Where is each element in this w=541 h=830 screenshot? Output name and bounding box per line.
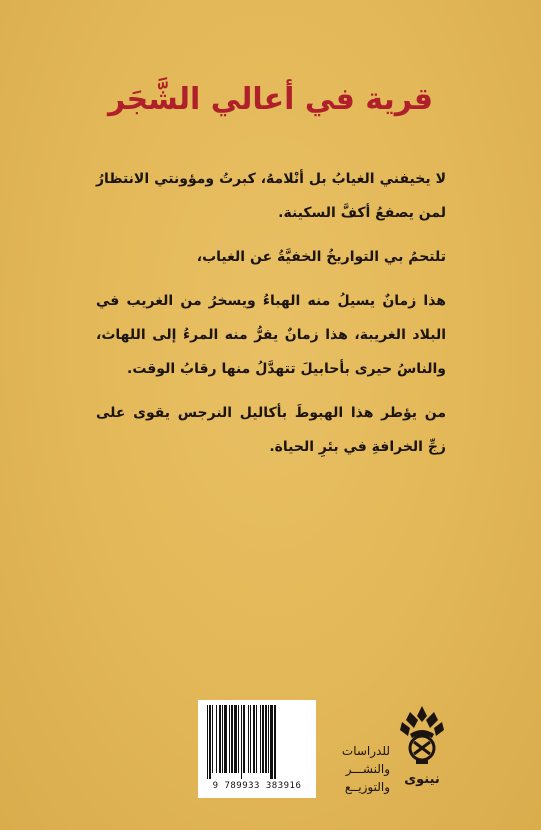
isbn-barcode (198, 700, 316, 798)
publisher-line: للدراسات (341, 744, 390, 758)
barcode-bar (241, 705, 242, 779)
barcode-bar (238, 705, 239, 773)
blurb-paragraph: تلتحمُ بي التواريخُ الخفيَّةُ عن الغياب، (196, 249, 446, 265)
barcode-bar (231, 705, 233, 773)
barcode-bar (250, 705, 251, 773)
barcode-bar (243, 705, 245, 773)
barcode-bar (212, 705, 213, 773)
barcode-bar (234, 705, 237, 773)
barcode-bar (260, 705, 261, 773)
barcode-bar (270, 705, 273, 779)
barcode-bar (265, 705, 267, 773)
barcode-bar (248, 705, 249, 773)
barcode-bar (256, 705, 257, 773)
barcode-bar (224, 705, 227, 773)
isbn-number: 9 789933 383916 (212, 781, 302, 791)
publisher-tagline (332, 742, 390, 796)
blurb-paragraph: هذا زمانٌ يسيلُ منه الهباءُ ويسخرُ من الغريب في البلاد الغريبة، هذا زمانٌ يفرُّ منه المرءُ إلى اللهاث، والناسُ حيرى بأحابيلَ تتهدَّلُ منها رقابُ الوقت. (96, 293, 446, 377)
barcode-bar (253, 705, 255, 773)
barcode-bars (205, 705, 309, 779)
barcode-bar (216, 705, 217, 773)
publisher-name: نينوى (404, 772, 440, 787)
barcode-bar (262, 705, 264, 773)
barcode-bar (209, 705, 211, 779)
barcode-bar (229, 705, 230, 773)
barcode-bar (222, 705, 223, 773)
blurb-text (96, 162, 446, 470)
book-title: قرية في أعالي الشَّجَر (107, 82, 434, 117)
publisher-emblem-icon (396, 702, 448, 772)
barcode-bar (207, 705, 208, 779)
barcode-bar (274, 705, 276, 779)
publisher-line: والتوزيــع (344, 780, 390, 794)
blurb-paragraph: من يؤطر هذا الهبوطَ بأكاليل النرجس يقوى على زجِّ الخرافةِ في بئرِ الحياة. (96, 405, 446, 455)
publisher-logo (396, 702, 448, 802)
publisher-line: والنشـــر (345, 762, 390, 776)
blurb-paragraph: لا يخيفني الغيابُ بل أنْلامهُ، كبرتُ ومؤونتي الانتظارُ لمن يصفعُ أكفَّ السكينة. (96, 171, 446, 221)
barcode-bar (219, 705, 221, 773)
barcode-bar (268, 705, 269, 773)
